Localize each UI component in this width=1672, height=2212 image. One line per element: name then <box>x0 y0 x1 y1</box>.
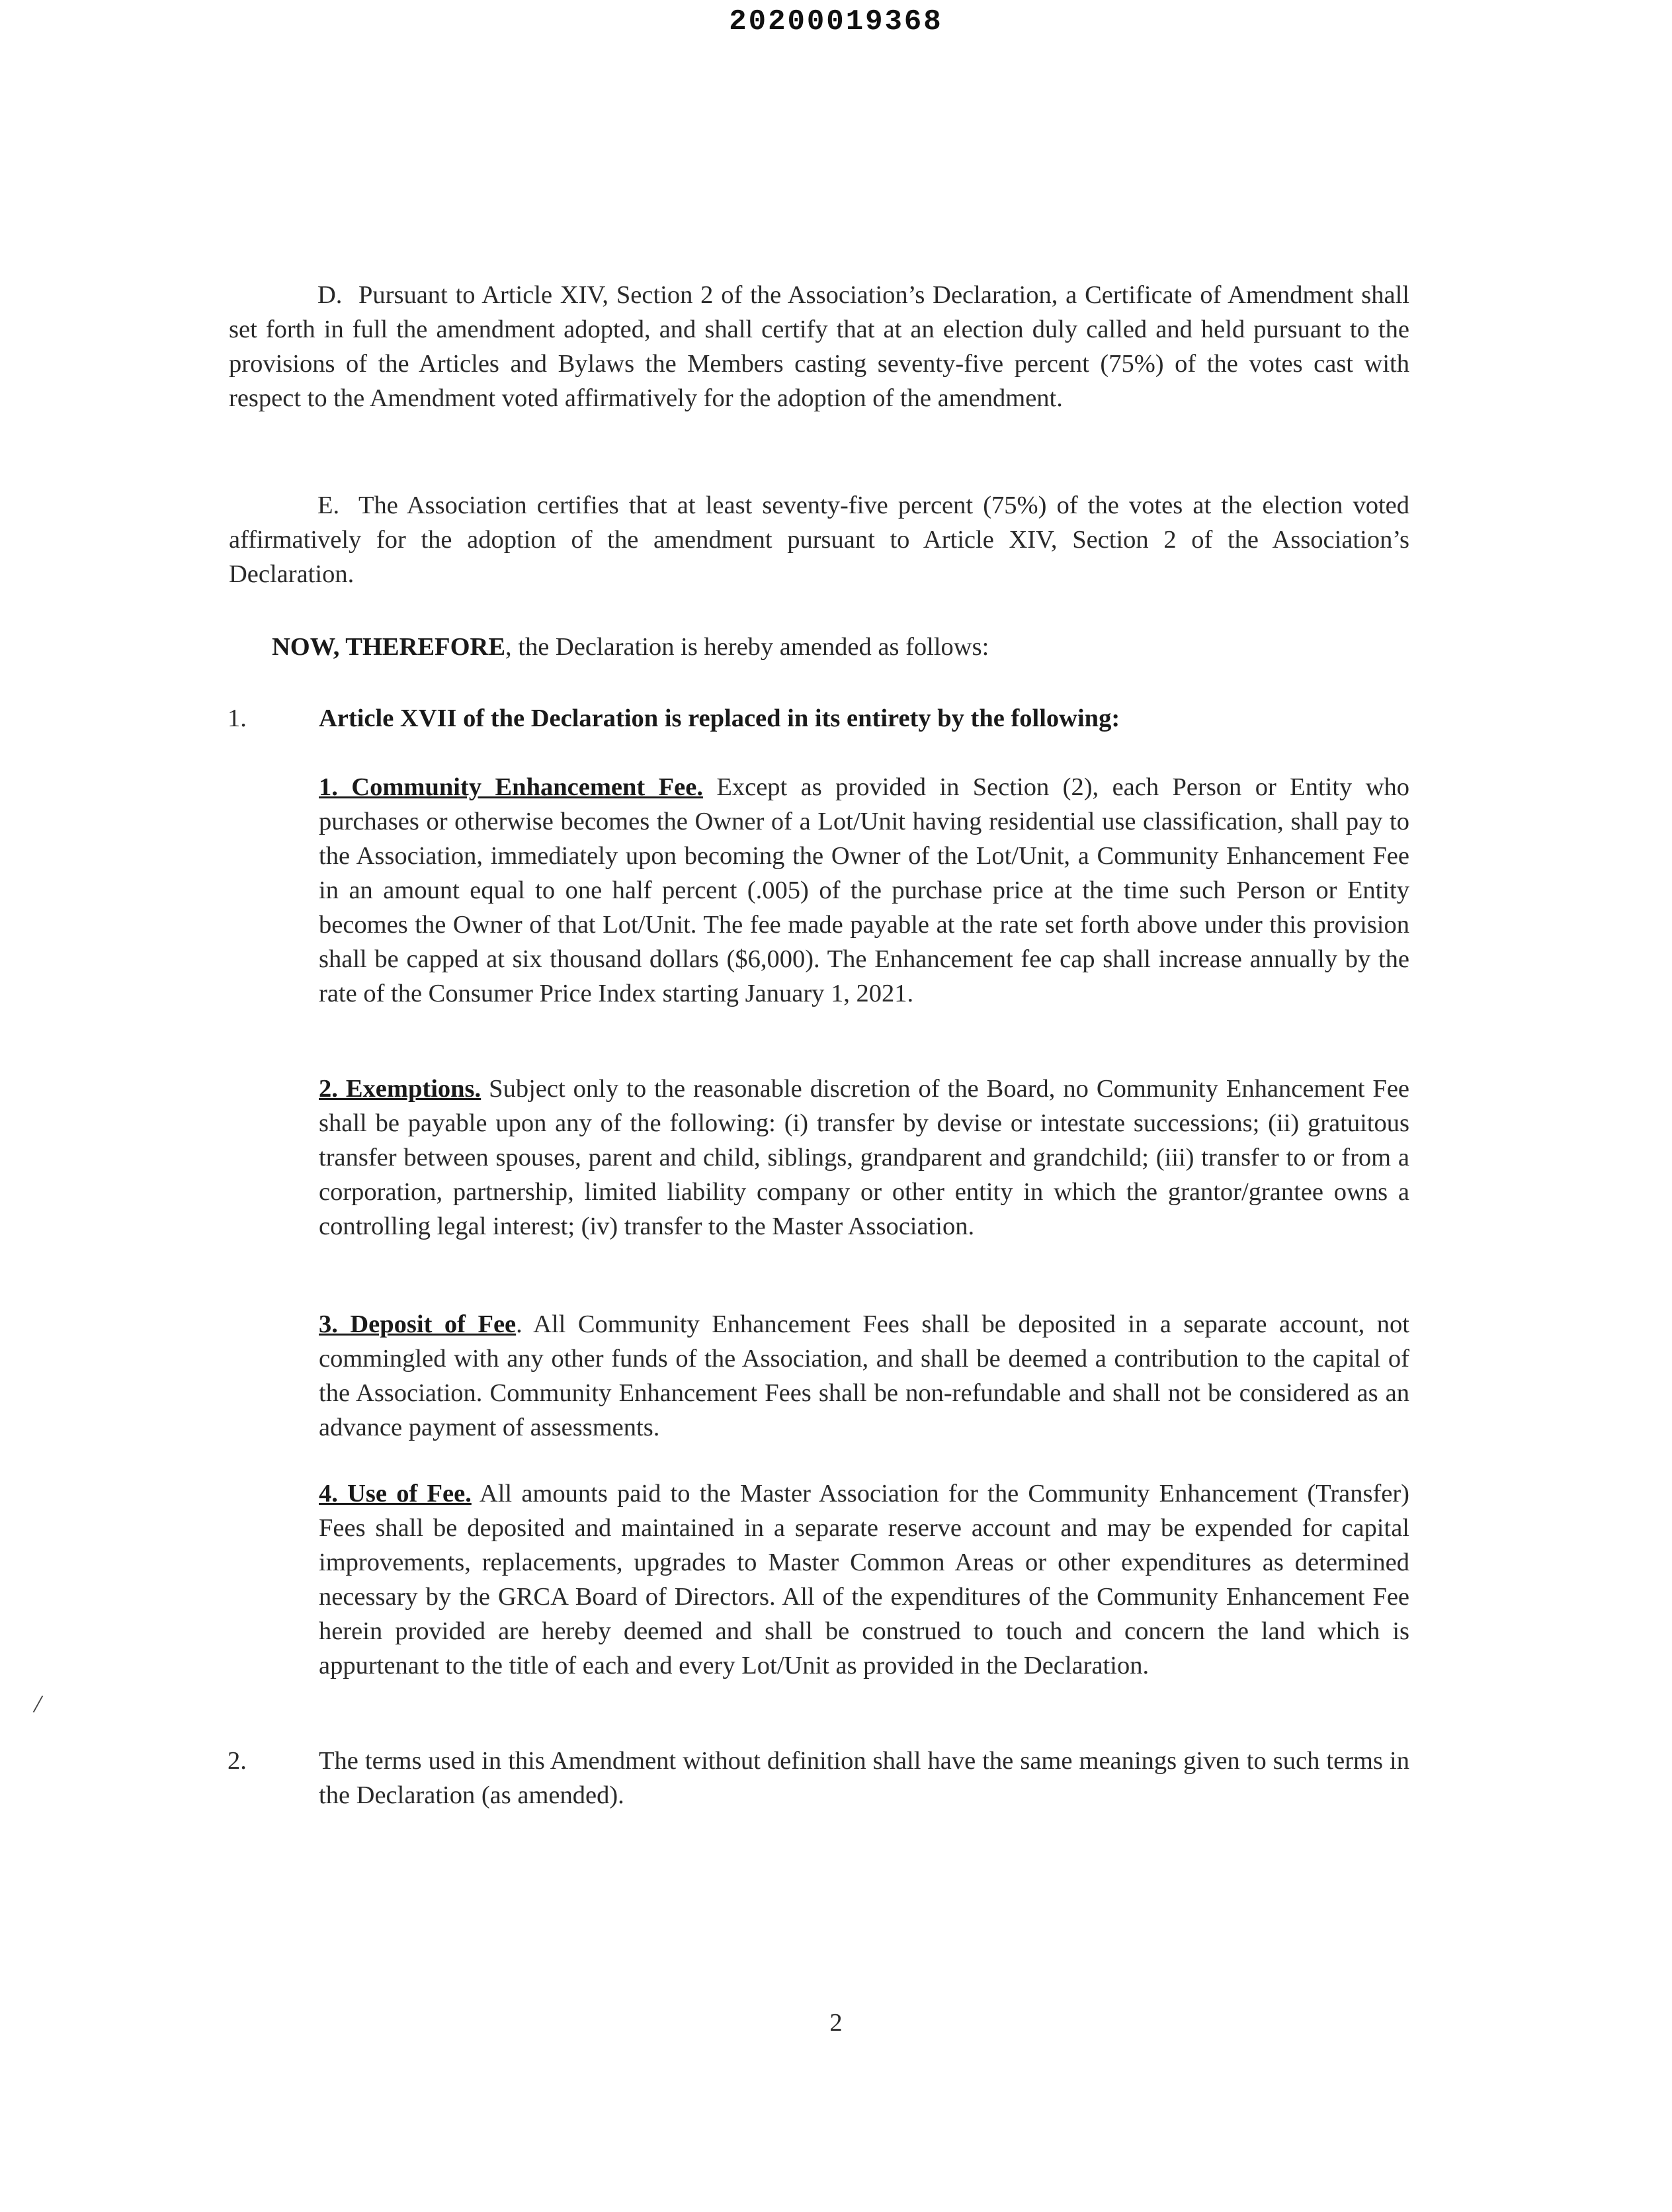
recital-d-label: D. <box>317 281 343 309</box>
recital-e <box>229 488 1409 591</box>
item-2-paragraph <box>319 1744 1409 1812</box>
now-therefore-text: , the Declaration is hereby amended as follows: <box>505 633 989 661</box>
section-2-text: Subject only to the reasonable discretion of the Board, no Community Enhancement Fee shall be payable upon any of the following: (i) transfer by devise or intestate successions; (ii) gratuitous transfer between spouses, parent and child, siblings, grandparent and grandchild; (iii) transfer to or from a corporation, partnership, limited liability company or other entity in which the grantor/grantee owns a controlling legal interest; (iv) transfer to the Master Association. <box>319 1075 1409 1240</box>
section-deposit-of-fee <box>319 1307 1409 1445</box>
item-1-heading-block <box>319 701 1409 736</box>
item-1-number: 1. <box>228 704 247 732</box>
document-number: 20200019368 <box>729 5 943 38</box>
recital-d-text: Pursuant to Article XIV, Section 2 of the Association’s Declaration, a Certificate of Amendment shall set forth in full the amendment adopted, and shall certify that at an election duly called and held pursuant to the provisions of the Articles and Bylaws the Members casting seventy-five percent (75%) of the votes cast with respect to the Amendment voted affirmatively for the adoption of the amendment. <box>229 281 1409 412</box>
stray-pen-mark: / <box>32 1688 44 1719</box>
item-2-number: 2. <box>228 1747 247 1775</box>
section-1-text: Except as provided in Section (2), each Person or Entity who purchases or otherwise becomes the Owner of a Lot/Unit having residential use classification, shall pay to the Association, immediately upon becoming the Owner of the Lot/Unit, a Community Enhancement Fee in an amount equal to one half percent (.005) of the purchase price at the time such Person or Entity becomes the Owner of that Lot/Unit. The fee made payable at the rate set forth above under this provision shall be capped at six thousand dollars ($6,000). The Enhancement fee cap shall increase annually by the rate of the Consumer Price Index starting January 1, 2021. <box>319 773 1410 1007</box>
recital-e-text: The Association certifies that at least seventy-five percent (75%) of the votes at the election voted affirmatively for the adoption of the amendment pursuant to Article XIV, Section 2 of the Association’s Declaration. <box>229 491 1409 588</box>
section-2-title: 2. Exemptions. <box>319 1075 481 1103</box>
recital-e-label: E. <box>317 491 340 519</box>
section-use-of-fee <box>319 1476 1409 1683</box>
item-2-text: The terms used in this Amendment without definition shall have the same meanings given to such terms in the Declaration (as amended). <box>319 1747 1409 1809</box>
now-therefore-paragraph <box>229 630 1409 664</box>
now-therefore-lead: NOW, THEREFORE <box>272 633 506 661</box>
section-1-title: 1. Community Enhancement Fee. <box>319 773 703 801</box>
page-number: 2 <box>829 2009 843 2037</box>
section-exemptions <box>319 1072 1409 1244</box>
section-4-title: 4. Use of Fee. <box>319 1480 472 1508</box>
section-3-text: . All Community Enhancement Fees shall be deposited in a separate account, not commingled with any other funds of the Association, and shall be deemed a contribution to the capital of the Association. Community Enhancement Fees shall be non-refundable and shall not be considered as an advance payment of assessments. <box>319 1310 1409 1441</box>
section-community-enhancement-fee <box>319 770 1409 1011</box>
section-4-text: All amounts paid to the Master Association for the Community Enhancement (Transfer) Fees shall be deposited and maintained in a separate reserve account and may be expended for capital improvements, replacements, upgrades to Master Common Areas or other expenditures as determined necessary by the GRCA Board of Directors. All of the expenditures of the Community Enhancement Fee herein provided are hereby deemed and shall be construed to touch and concern the land which is appurtenant to the title of each and every Lot/Unit as provided in the Declaration. <box>319 1480 1410 1680</box>
section-3-title: 3. Deposit of Fee <box>319 1310 517 1338</box>
item-1-heading: Article XVII of the Declaration is replaced in its entirety by the following: <box>319 704 1120 732</box>
recital-d <box>229 278 1409 415</box>
